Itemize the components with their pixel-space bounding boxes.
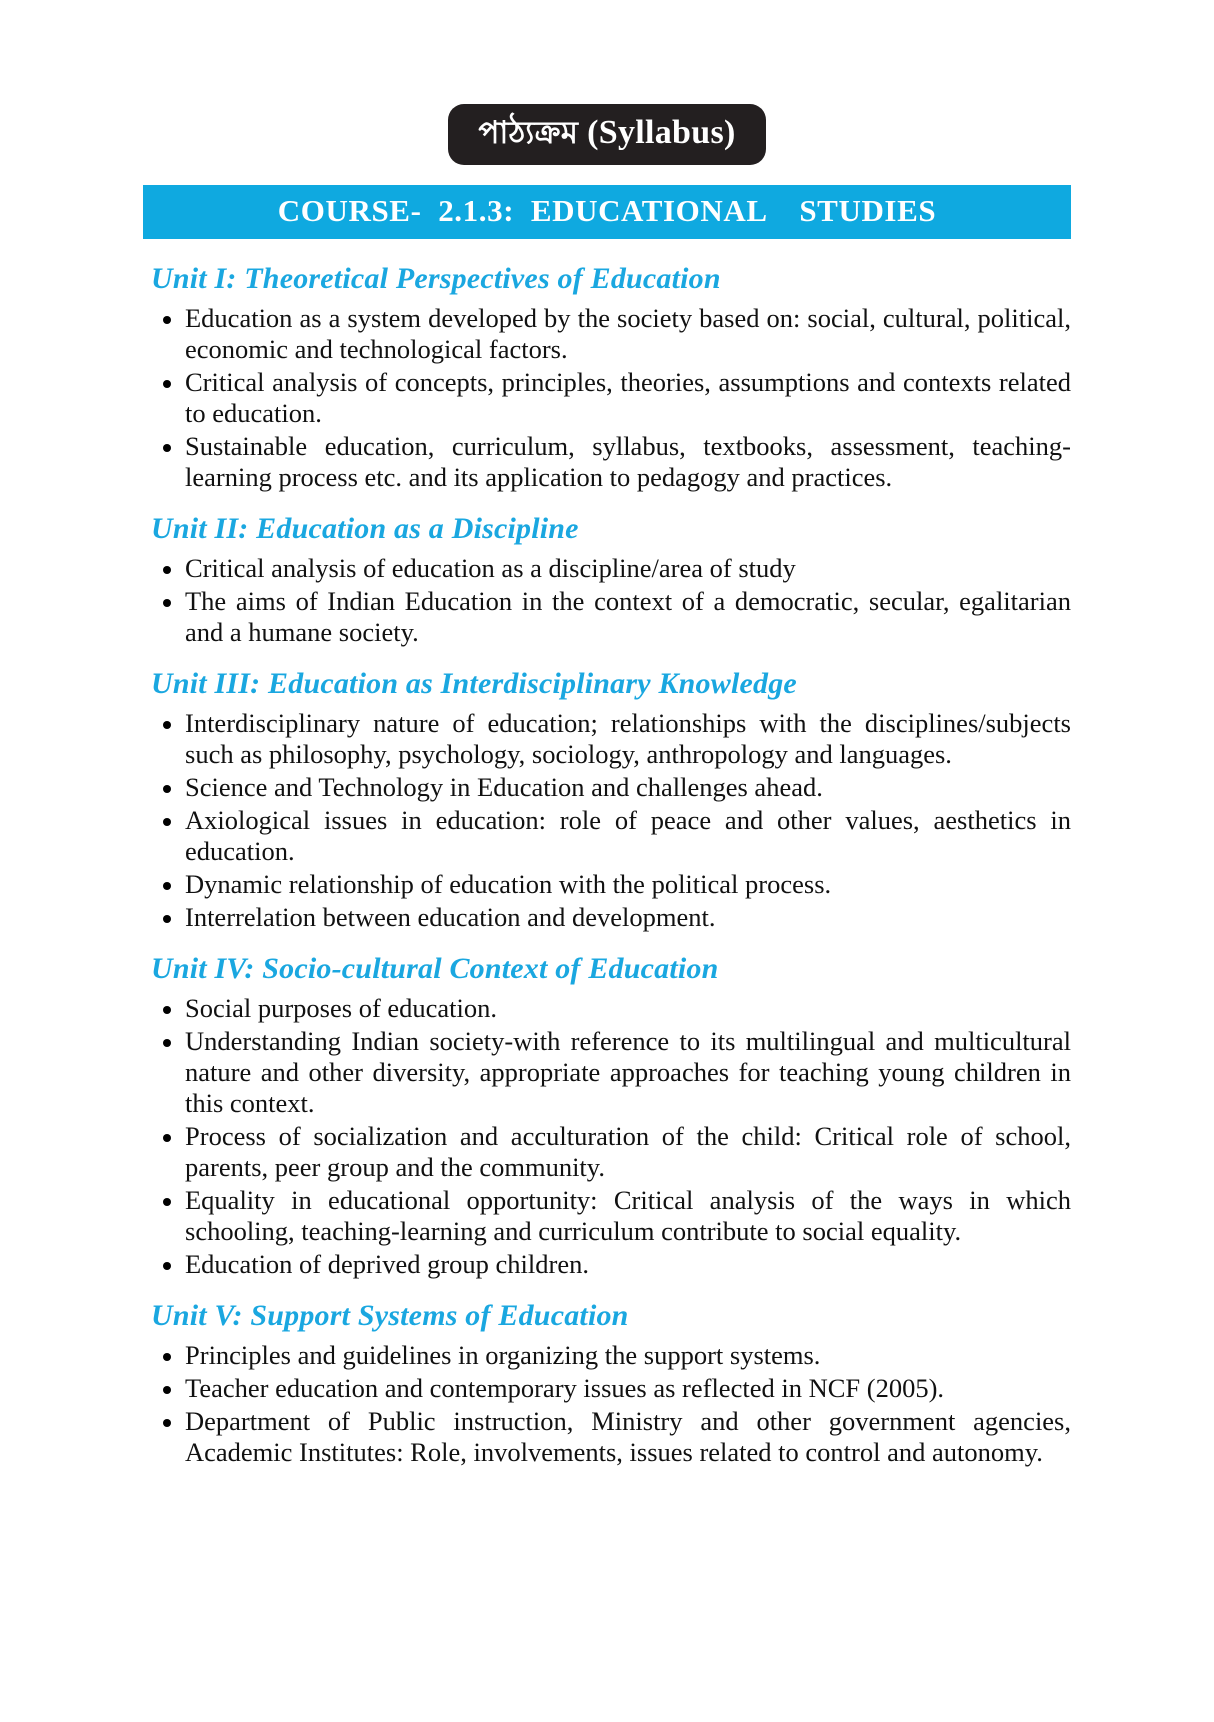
list-item xyxy=(143,1026,1071,1119)
list-item xyxy=(143,367,1071,429)
unit-heading-5: Unit V: Support Systems of Education xyxy=(151,1299,629,1333)
unit-points-3 xyxy=(143,708,1071,933)
page-title-area xyxy=(0,0,1214,165)
list-item-text: Axiological issues in education: role of peace and other values, aesthetics in education. xyxy=(185,805,1071,867)
page-title-badge xyxy=(448,104,765,165)
list-item xyxy=(143,1185,1071,1247)
list-item xyxy=(143,805,1071,867)
unit-heading-3: Unit III: Education as Interdisciplinary Knowledge xyxy=(151,667,797,701)
list-item-text: Principles and guidelines in organizing the support systems. xyxy=(185,1340,821,1371)
list-item xyxy=(143,1373,1071,1404)
list-item xyxy=(143,1249,1071,1280)
page-title-bengali: পাঠ্যক্রম xyxy=(478,115,579,151)
list-item xyxy=(143,586,1071,648)
list-item-text: Education of deprived group children. xyxy=(185,1249,589,1280)
list-item xyxy=(143,772,1071,803)
list-item-text: Interdisciplinary nature of education; relationships with the disciplines/subjects such as philosophy, psychology, sociology, anthropology and languages. xyxy=(185,708,1071,770)
unit-points-2 xyxy=(143,553,1071,648)
syllabus-content xyxy=(143,239,1071,1468)
unit-heading-2: Unit II: Education as a Discipline xyxy=(151,512,579,546)
list-item-text: Critical analysis of education as a discipline/area of study xyxy=(185,553,796,584)
list-item-text: Social purposes of education. xyxy=(185,993,498,1024)
list-item-text: Critical analysis of concepts, principles, theories, assumptions and contexts related to education. xyxy=(185,367,1071,429)
list-item xyxy=(143,1406,1071,1468)
page-title-english: (Syllabus) xyxy=(587,114,736,151)
list-item xyxy=(143,1121,1071,1183)
list-item-text: The aims of Indian Education in the context of a democratic, secular, egalitarian and a humane society. xyxy=(185,586,1071,648)
list-item xyxy=(143,902,1071,933)
list-item-text: Dynamic relationship of education with the political process. xyxy=(185,869,832,900)
list-item-text: Science and Technology in Education and challenges ahead. xyxy=(185,772,823,803)
list-item-text: Equality in educational opportunity: Critical analysis of the ways in which schooling, teaching-learning and curriculum contribute to social equality. xyxy=(185,1185,1071,1247)
list-item-text: Education as a system developed by the society based on: social, cultural, political, economic and technological factors. xyxy=(185,303,1071,365)
unit-points-4 xyxy=(143,993,1071,1280)
list-item-text: Teacher education and contemporary issues as reflected in NCF (2005). xyxy=(185,1373,945,1404)
list-item xyxy=(143,708,1071,770)
unit-heading-1: Unit I: Theoretical Perspectives of Education xyxy=(151,262,721,296)
list-item xyxy=(143,993,1071,1024)
unit-points-5 xyxy=(143,1340,1071,1468)
list-item xyxy=(143,1340,1071,1371)
list-item xyxy=(143,869,1071,900)
list-item-text: Process of socialization and acculturation of the child: Critical role of school, parents, peer group and the community. xyxy=(185,1121,1071,1183)
unit-heading-4: Unit IV: Socio-cultural Context of Education xyxy=(151,952,719,986)
list-item-text: Understanding Indian society-with reference to its multilingual and multicultural nature and other diversity, appropriate approaches for teaching young children in this context. xyxy=(185,1026,1071,1119)
list-item xyxy=(143,553,1071,584)
list-item-text: Department of Public instruction, Ministry and other government agencies, Academic Institutes: Role, involvements, issues related to control and autonomy. xyxy=(185,1406,1071,1468)
list-item-text: Interrelation between education and development. xyxy=(185,902,716,933)
course-header-bar: COURSE- 2.1.3: EDUCATIONAL STUDIES xyxy=(143,185,1071,239)
list-item xyxy=(143,431,1071,493)
unit-points-1 xyxy=(143,303,1071,493)
list-item xyxy=(143,303,1071,365)
list-item-text: Sustainable education, curriculum, syllabus, textbooks, assessment, teaching-learning process etc. and its application to pedagogy and practices. xyxy=(185,431,1071,493)
